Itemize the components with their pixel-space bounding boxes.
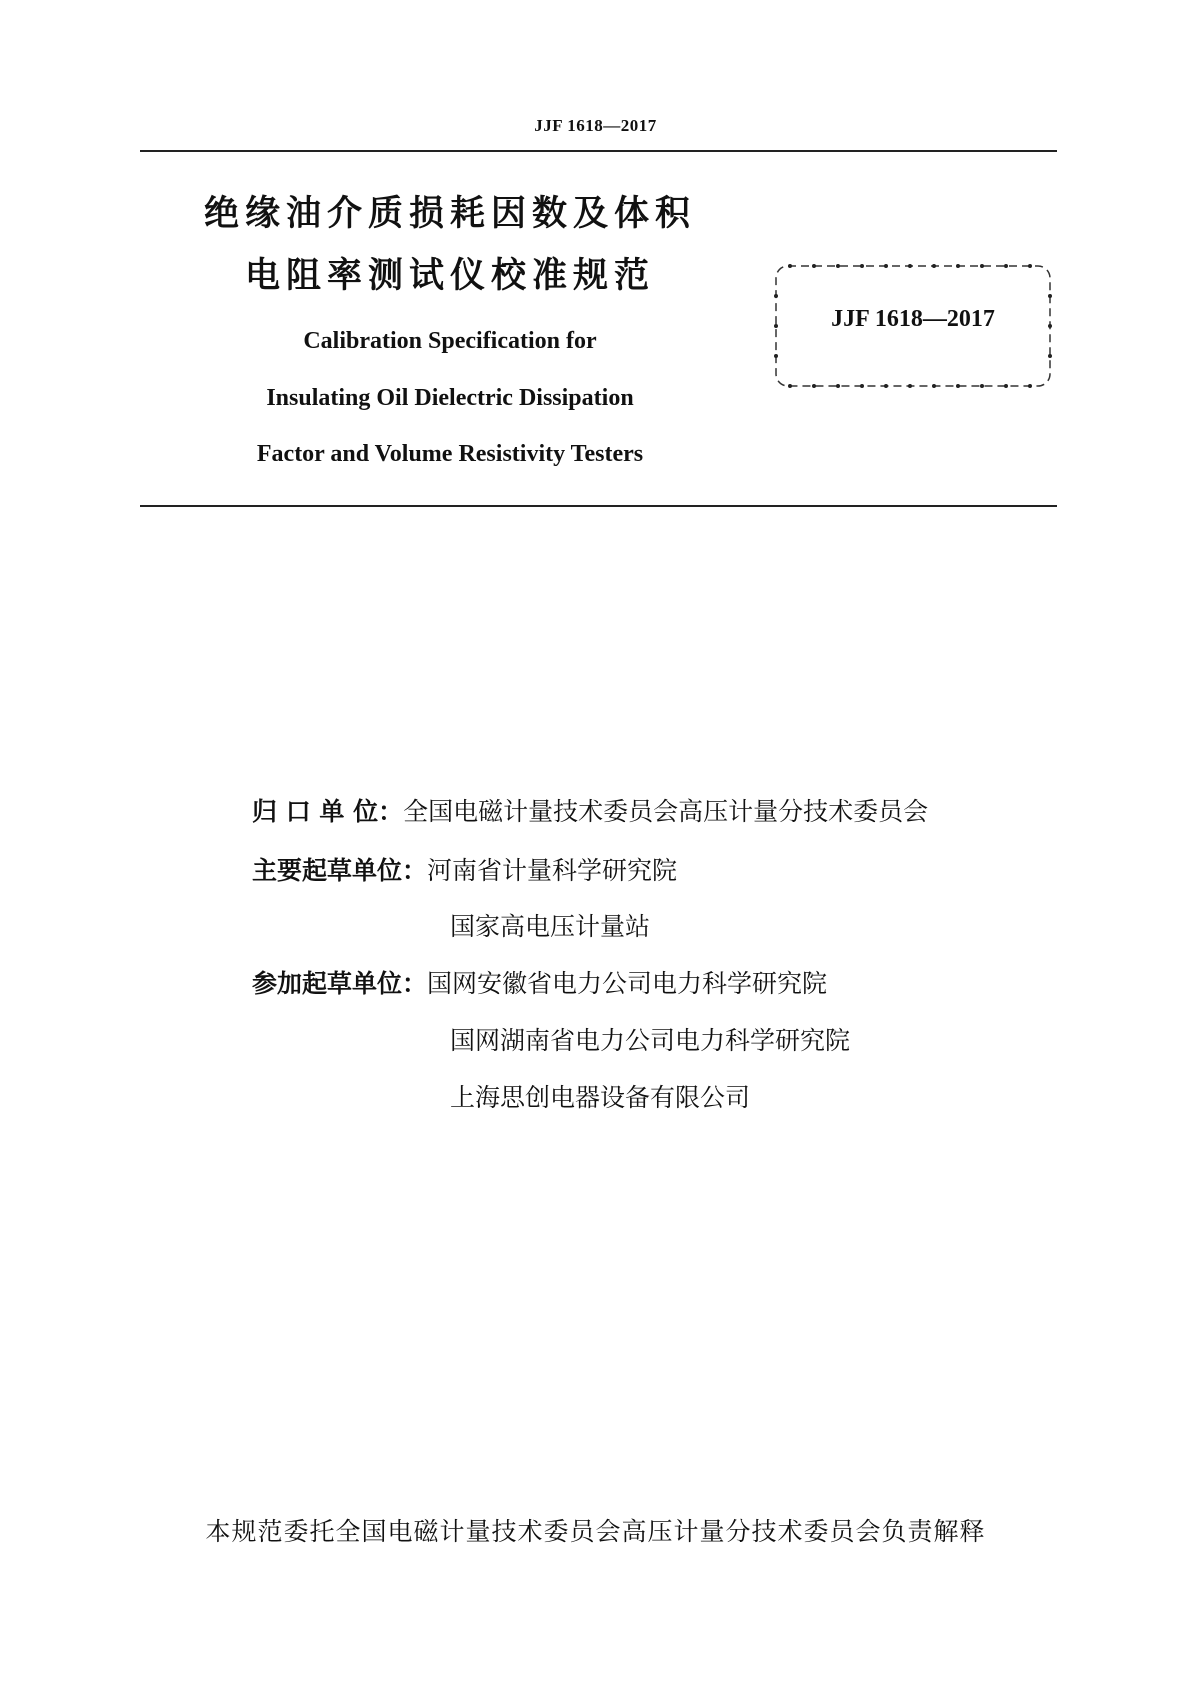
title-cn-line1: 绝缘油介质损耗因数及体积 [203,194,696,234]
title-en-line3: Factor and Volume Resistivity Testers [256,441,644,467]
title-en-line1: Calibration Specification for [303,328,597,354]
title-cn-line2: 电阻率测试仪校准规范 [244,256,655,296]
main-drafting-row [252,851,677,887]
participating-drafting-value: 国网湖南省电力公司电力科学研究院 [450,1026,851,1055]
participating-drafting-value: 上海思创电器设备有限公司 [450,1083,751,1112]
responsible-org-label: 归 口 单 位： [252,797,404,826]
interpretation-note: 本规范委托全国电磁计量技术委员会高压计量分技术委员会负责解释 [205,1517,986,1546]
responsible-org-value: 全国电磁计量技术委员会高压计量分技术委员会 [403,797,929,826]
top-divider [140,150,1057,152]
participating-drafting-value: 国网安徽省电力公司电力科学研究院 [427,969,828,998]
participating-drafting-label: 参加起草单位： [252,969,428,998]
title-en-line2: Insulating Oil Dielectric Dissipation [266,385,634,411]
responsible-org-row [252,792,928,828]
main-drafting-value: 河南省计量科学研究院 [427,856,678,885]
main-drafting-value: 国家高电压计量站 [450,912,651,941]
main-drafting-label: 主要起草单位： [252,856,428,885]
participating-drafting-row [252,964,827,1000]
standard-code-badge: JJF 1618—2017 [831,306,995,332]
header-standard-code: JJF 1618—2017 [534,116,657,135]
title-bottom-divider [140,505,1057,507]
